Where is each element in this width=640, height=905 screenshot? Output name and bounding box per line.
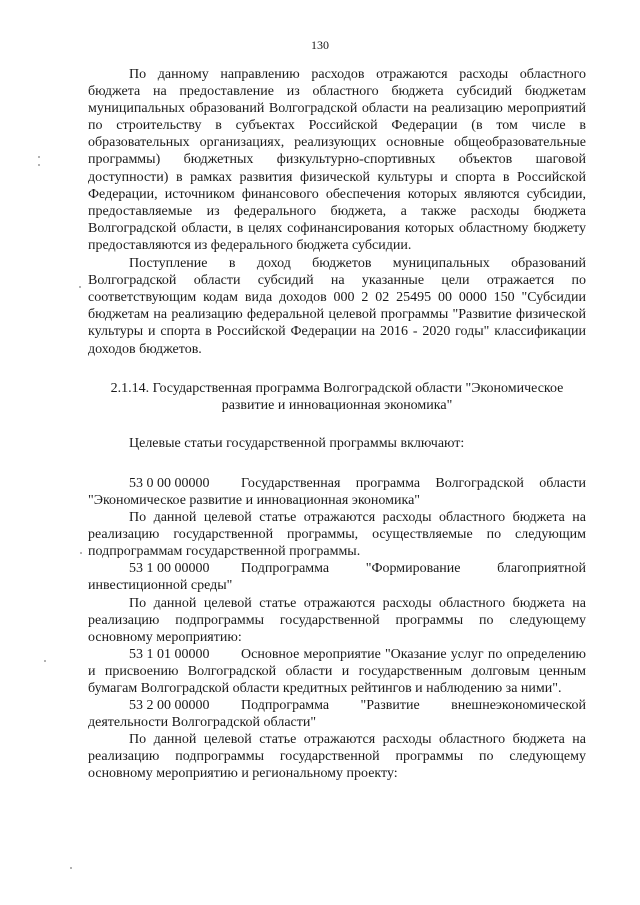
section-heading-line-2: развитие и инновационная экономика" <box>221 397 453 413</box>
target-article-description: По данной целевой статье отражаются расходы областного бюджета на реализацию государственной программы, осуществляемые по следующим подпрограммам государственной программы. <box>88 510 586 560</box>
target-article-description: По данной целевой статье отражаются расходы областного бюджета на реализацию подпрограммы государственной программы по следующему основному мероприятию и региональному проекту: <box>88 732 586 782</box>
target-article-code: 53 2 00 00000 <box>129 698 210 714</box>
target-article-entry <box>88 697 586 731</box>
paragraph-expense-direction: По данному направлению расходов отражаются расходы областного бюджета на предоставление из областного бюджета субсидий бюджетам муниципальных образований Волгоградской области на реализацию мероприятий по строительству в субъектах Российской Федерации (в том числе в образовательных организациях, реализующих основные общеобразовательные программы) бюджетных физкультурно-спортивных объектов шаговой доступности) в рамках развития физической культуры и спорта в Российской Федерации, источником финансового обеспечения которых являются субсидии, предоставляемые из федерального бюджета, а также расходы бюджета Волгоградской области, в целях софинансирования которых областному бюджету предоставляются из федерального бюджета субсидии. <box>88 67 586 253</box>
document-body <box>88 66 586 783</box>
target-article-entry <box>88 646 586 697</box>
section-heading <box>88 380 586 414</box>
target-article-entry <box>88 475 586 509</box>
target-articles-lead: Целевые статьи государственной программы включают: <box>129 435 465 451</box>
target-article-code: 53 0 00 00000 <box>129 475 210 491</box>
target-article-title: Основное мероприятие "Оказание услуг по определению и присвоению Волгоградской области и государственным долговым ценным бумагам Волгоградской области кредитных рейтингов и наблюдению за ними". <box>88 646 586 696</box>
target-article-entry <box>88 560 586 594</box>
section-heading-line-1: 2.1.14. Государственная программа Волгоградской области "Экономическое <box>110 380 564 396</box>
target-article-title: Подпрограмма "Развитие внешнеэкономической деятельности Волгоградской области" <box>88 698 586 731</box>
target-article-title: Государственная программа Волгоградской области "Экономическое развитие и инновационная экономика" <box>88 475 586 508</box>
target-article-description: По данной целевой статье отражаются расходы областного бюджета на реализацию подпрограммы государственной программы по следующему основному мероприятию: <box>88 595 586 645</box>
paragraph-revenue-codes: Поступление в доход бюджетов муниципальных образований Волгоградской области субсидий на указанные цели отражается по соответствующим кодам вида доходов 000 2 02 25495 00 0000 150 "Субсидии бюджетам на реализацию федеральной целевой программы "Развитие физической культуры и спорта в Российской Федерации на 2016 - 2020 годы" классификации доходов бюджетов. <box>88 256 586 357</box>
target-article-code: 53 1 00 00000 <box>129 561 210 577</box>
target-article-code: 53 1 01 00000 <box>129 646 210 662</box>
target-articles-list <box>88 475 586 783</box>
page-number: 130 <box>311 38 329 52</box>
target-article-title: Подпрограмма "Формирование благоприятной инвестиционной среды" <box>88 561 586 594</box>
